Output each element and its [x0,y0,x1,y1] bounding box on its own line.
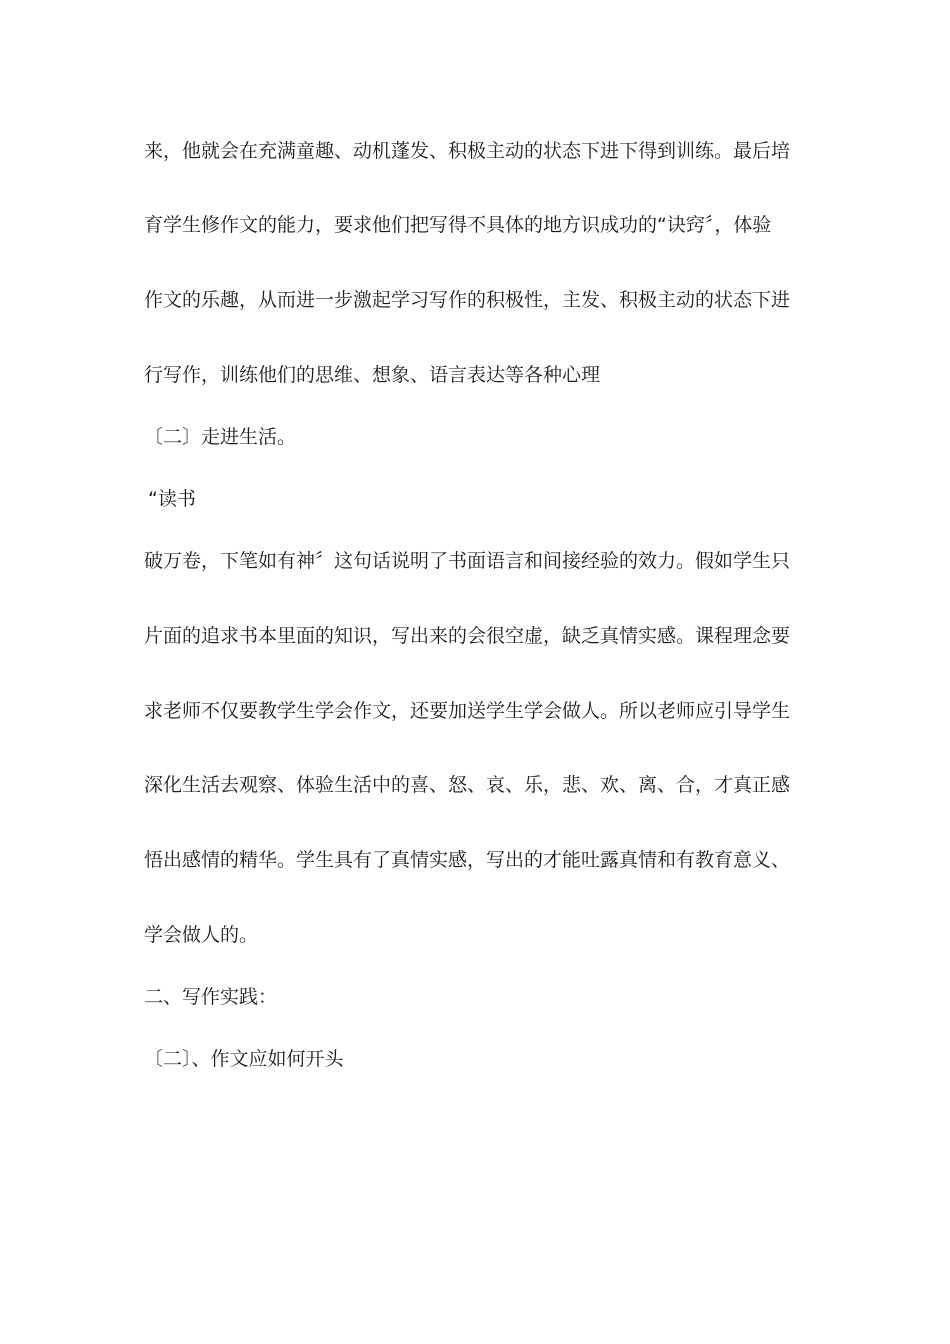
paragraph-line: 破万卷，下笔如有神〞这句话说明了书面语言和间接经验的效力。假如学生只 [144,550,791,572]
paragraph-line: 学会做人的。 [144,924,259,946]
paragraph-line: 悟出感情的精华。学生具有了真情实感，写出的才能吐露真情和有教育意义、 [144,849,791,871]
paragraph-line: 来，他就会在充满童趣、动机蓬发、积极主动的状态下进下得到训练。最后培 [144,140,791,162]
section-heading-walk-into-life: 〔二〕走进生活。 [144,426,297,448]
section-heading: 二、写作实践： [144,986,278,1008]
quote-start: “读书 [148,488,196,510]
paragraph-line: 求老师不仅要教学生学会作文，还要加送学生学会做人。所以老师应引导学生 [144,700,791,722]
paragraph-line: 深化生活去观察、体验生活中的喜、怒、哀、乐，悲、欢、离、合，才真正感 [144,774,791,796]
paragraph-line: 作文的乐趣，从而进一步激起学习写作的积极性，主发、积极主动的状态下进 [144,289,791,311]
paragraph-line: 片面的追求书本里面的知识，写出来的会很空虚，缺乏真情实感。课程理念要 [144,625,791,647]
paragraph-line: 行写作，训练他们的思维、想象、语言表达等各种心理 [144,364,601,386]
subsection-heading: 〔二〕、作文应如何开头 [144,1048,344,1070]
paragraph-line: 育学生修作文的能力，要求他们把写得不具体的地方识成功的“诀窍〞，体验 [144,214,772,236]
